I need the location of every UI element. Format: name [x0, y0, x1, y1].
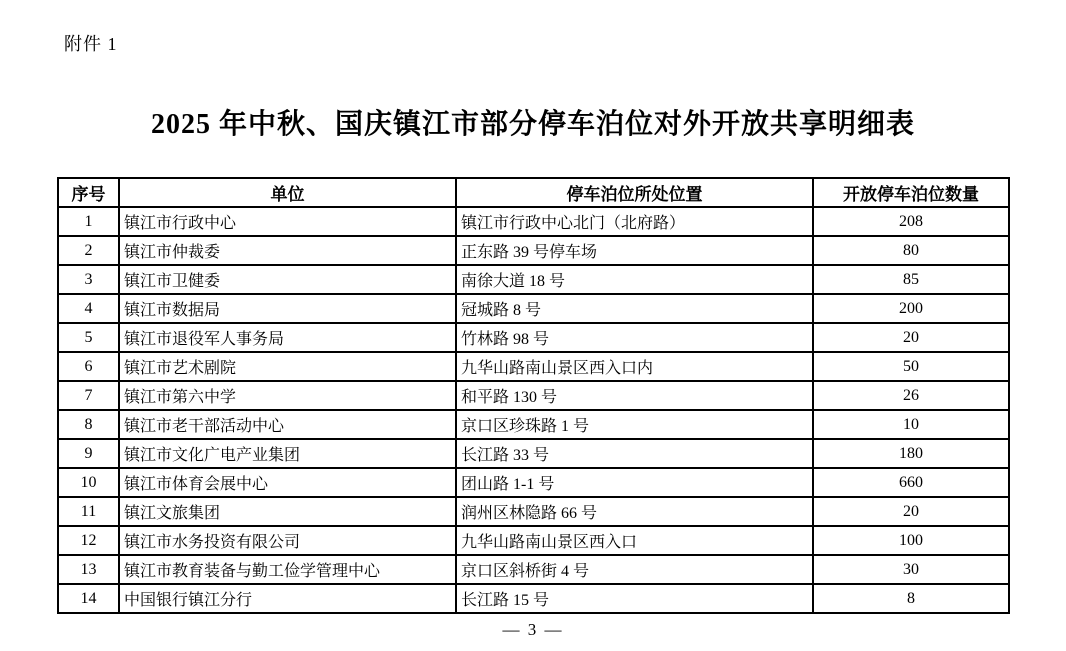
page-title: 2025 年中秋、国庆镇江市部分停车泊位对外开放共享明细表	[150, 109, 915, 140]
cell-location: 正东路 39 号停车场	[456, 236, 813, 265]
cell-index: 5	[58, 323, 119, 352]
cell-location: 冠城路 8 号	[456, 294, 813, 323]
cell-location: 九华山路南山景区西入口内	[456, 352, 813, 381]
cell-index: 13	[58, 555, 119, 584]
cell-location: 团山路 1-1 号	[456, 468, 813, 497]
table-row	[58, 584, 1009, 613]
table-row	[58, 526, 1009, 555]
cell-unit: 镇江市卫健委	[119, 265, 456, 294]
table-row	[58, 265, 1009, 294]
cell-location: 九华山路南山景区西入口	[456, 526, 813, 555]
cell-index: 1	[58, 207, 119, 236]
table-row	[58, 497, 1009, 526]
attachment-label: 附件 1	[64, 34, 118, 54]
cell-index: 4	[58, 294, 119, 323]
cell-index: 12	[58, 526, 119, 555]
col-header-index: 序号	[58, 178, 119, 207]
col-header-count: 开放停车泊位数量	[813, 178, 1009, 207]
cell-unit: 镇江市体育会展中心	[119, 468, 456, 497]
cell-count: 180	[813, 439, 1009, 468]
cell-count: 660	[813, 468, 1009, 497]
cell-location: 京口区斜桥街 4 号	[456, 555, 813, 584]
table-row	[58, 439, 1009, 468]
table-row	[58, 410, 1009, 439]
cell-count: 208	[813, 207, 1009, 236]
cell-location: 和平路 130 号	[456, 381, 813, 410]
table-row	[58, 207, 1009, 236]
cell-unit: 镇江市教育装备与勤工俭学管理中心	[119, 555, 456, 584]
cell-count: 200	[813, 294, 1009, 323]
cell-unit: 镇江市老干部活动中心	[119, 410, 456, 439]
cell-location: 润州区林隐路 66 号	[456, 497, 813, 526]
cell-unit: 镇江市水务投资有限公司	[119, 526, 456, 555]
table-row	[58, 236, 1009, 265]
cell-unit: 镇江文旅集团	[119, 497, 456, 526]
table-row	[58, 381, 1009, 410]
cell-index: 8	[58, 410, 119, 439]
cell-unit: 镇江市退役军人事务局	[119, 323, 456, 352]
cell-count: 20	[813, 497, 1009, 526]
cell-location: 长江路 33 号	[456, 439, 813, 468]
cell-index: 7	[58, 381, 119, 410]
cell-index: 14	[58, 584, 119, 613]
cell-location: 京口区珍珠路 1 号	[456, 410, 813, 439]
cell-unit: 镇江市仲裁委	[119, 236, 456, 265]
col-header-location: 停车泊位所处位置	[456, 178, 813, 207]
cell-unit: 镇江市文化广电产业集团	[119, 439, 456, 468]
cell-count: 80	[813, 236, 1009, 265]
table-row	[58, 323, 1009, 352]
cell-count: 30	[813, 555, 1009, 584]
table-body	[58, 207, 1009, 613]
header-row	[58, 178, 1009, 207]
cell-unit: 中国银行镇江分行	[119, 584, 456, 613]
cell-location: 南徐大道 18 号	[456, 265, 813, 294]
page-number: — 3 —	[502, 620, 564, 639]
table-row	[58, 468, 1009, 497]
table-row	[58, 294, 1009, 323]
cell-index: 2	[58, 236, 119, 265]
table-row	[58, 352, 1009, 381]
cell-count: 100	[813, 526, 1009, 555]
cell-count: 20	[813, 323, 1009, 352]
parking-table	[57, 177, 1010, 614]
table-row	[58, 555, 1009, 584]
col-header-unit: 单位	[119, 178, 456, 207]
cell-unit: 镇江市行政中心	[119, 207, 456, 236]
cell-index: 9	[58, 439, 119, 468]
cell-unit: 镇江市艺术剧院	[119, 352, 456, 381]
cell-index: 11	[58, 497, 119, 526]
cell-index: 6	[58, 352, 119, 381]
cell-index: 3	[58, 265, 119, 294]
cell-count: 10	[813, 410, 1009, 439]
cell-location: 竹林路 98 号	[456, 323, 813, 352]
cell-count: 8	[813, 584, 1009, 613]
cell-location: 长江路 15 号	[456, 584, 813, 613]
cell-unit: 镇江市数据局	[119, 294, 456, 323]
cell-index: 10	[58, 468, 119, 497]
cell-count: 50	[813, 352, 1009, 381]
cell-unit: 镇江市第六中学	[119, 381, 456, 410]
cell-count: 85	[813, 265, 1009, 294]
cell-location: 镇江市行政中心北门（北府路）	[456, 207, 813, 236]
cell-count: 26	[813, 381, 1009, 410]
